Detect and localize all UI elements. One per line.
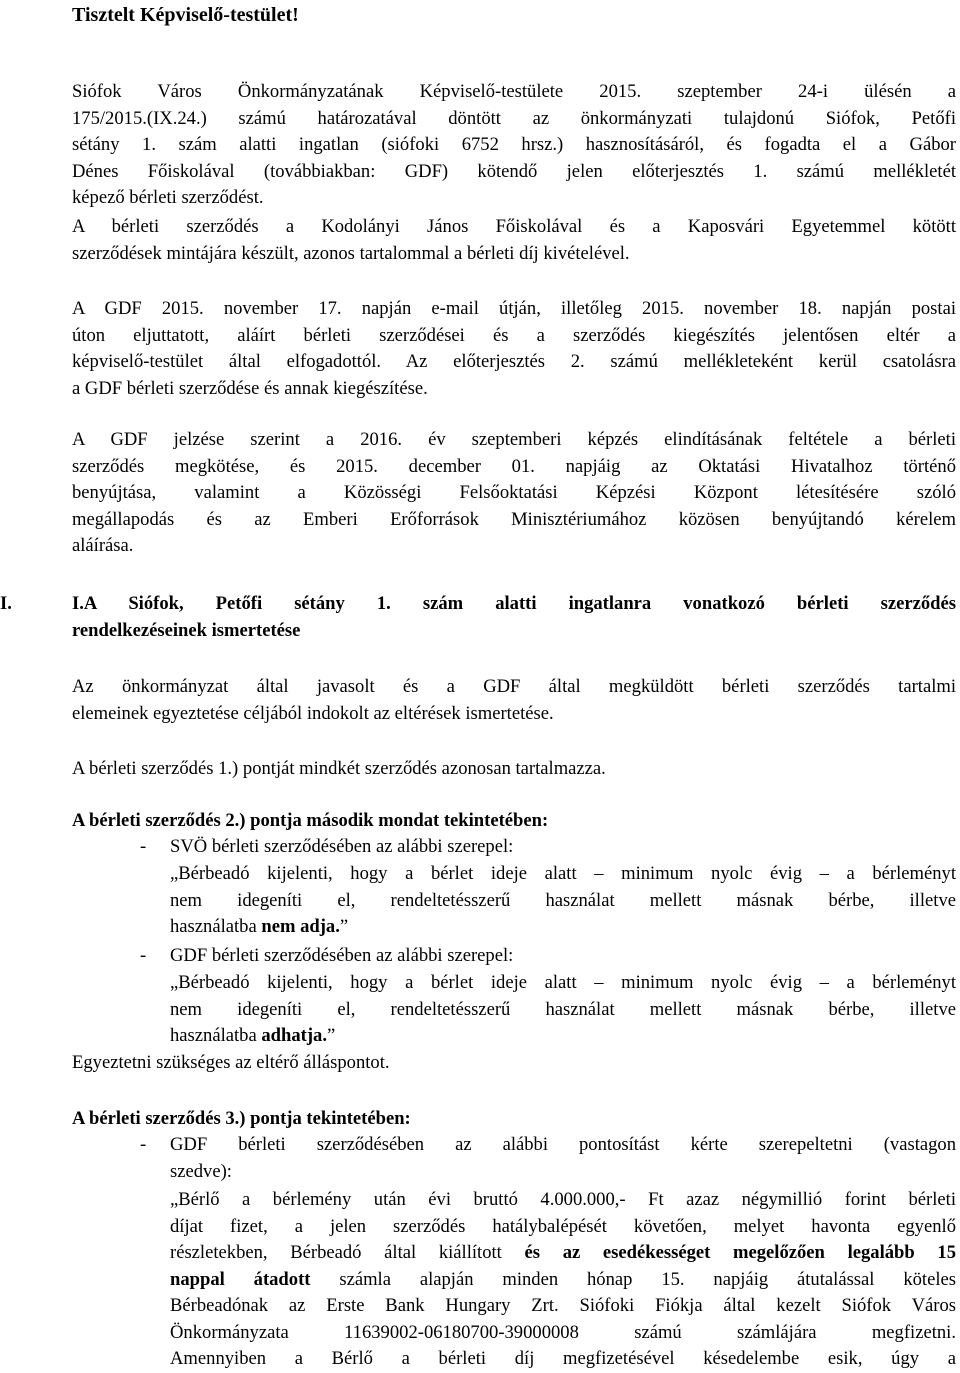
paragraph-1 [72,79,956,212]
bold-segment: nappal átadott [170,1268,311,1290]
text-line: szerződés megkötése, és 2015. december 01. napjáig az Oktatási Hivatalhoz történő [72,455,956,477]
text-line: Egyeztetni szükséges az eltérő álláspontot. [72,1052,390,1073]
text-line: sétány 1. szám alatti ingatlan (siófoki 6752 hrsz.) hasznosításáról, és fogadta el a Gábor [72,134,956,155]
text-line: elemeinek egyeztetése céljából indokolt az eltérések ismertetése. [72,702,554,724]
text-line: úton eljuttatott, aláírt bérleti szerződései és a szerződés kiegészítés jelentősen eltér a [72,324,956,346]
dash-bullet: - [140,836,147,857]
text-line [170,1240,956,1267]
text-line: Amennyiben a Bérlő a bérleti díj megfizetésével késedelembe esik, úgy a [170,1348,956,1369]
text-segment: ” [339,916,349,937]
text-line: GDF bérleti szerződésében az alábbi szerepel: [170,945,514,966]
text-line: GDF bérleti szerződésében az alábbi pontosítást kérte szerepeltetni (vastagon [170,1134,956,1155]
list-item-svo [140,834,956,861]
text-line: Önkormányzata 11639002-06180700-39000008 számú számlájára megfizetni. [170,1321,956,1343]
text-line [170,1267,956,1294]
text-line: Siófok Város Önkormányzatának Képviselő-testülete 2015. szeptember 24-i ülésén a [72,81,956,102]
text-segment: használatba [170,916,262,937]
text-line: szedve): [170,1160,232,1182]
text-line: Dénes Főiskolával (továbbiakban: GDF) kötendő jelen előterjesztés 1. számú mellékletét [72,160,956,182]
section-heading [0,591,956,644]
text-line: képező bérleti szerződést. [72,187,264,208]
greeting: Tisztelt Képviselő-testület! [72,4,299,26]
subheading-point-2 [72,808,956,835]
bold-segment: és az esedékességet megelőzően legalább 15 [524,1242,956,1263]
text-segment: ” [326,1025,336,1046]
section-number: I. [0,593,12,614]
quote-svo [170,861,956,941]
text-line: A bérleti szerződés 1.) pontját mindkét szerződés azonosan tartalmazza. [72,758,606,779]
paragraph-7 [72,1050,956,1077]
text-segment: használatba [170,1025,262,1046]
text-line: 175/2015.(IX.24.) számú határozatával döntött az önkormányzati tulajdonú Siófok, Petőfi [72,107,956,129]
paragraph-5 [72,674,956,727]
paragraph-4 [72,427,956,560]
subheading-text: A bérleti szerződés 2.) pontja második mondat tekintetében: [72,810,549,831]
text-line: A GDF 2015. november 17. napján e-mail útján, illetőleg 2015. november 18. napján postai [72,298,956,319]
section-title-line: I.A Siófok, Petőfi sétány 1. szám alatti ingatlanra vonatkozó bérleti szerződés [72,593,956,614]
section-title-line: rendelkezéseinek ismertetése [72,619,301,641]
text-line: benyújtása, valamint a Közösségi Felsőoktatási Képzési Központ létesítésére szóló [72,482,956,503]
text-line: a GDF bérleti szerződése és annak kiegészítése. [72,377,428,399]
dash-bullet: - [140,1134,147,1155]
text-segment: számla alapján minden hónap 15. napjáig átutalással köteles [310,1268,956,1290]
text-line: megállapodás és az Emberi Erőforrások Minisztériumához közösen benyújtandó kérelem [72,508,956,530]
text-line: aláírása. [72,535,134,556]
text-line: „Bérbeadó kijelenti, hogy a bérlet ideje alatt – minimum nyolc évig – a bérleményt [170,972,956,993]
bold-segment: nem adja. [261,916,340,937]
text-line: szerződések mintájára készült, azonos tartalommal a bérleti díj kivételével. [72,242,630,264]
text-line: A GDF jelzése szerint a 2016. év szeptemberi képzés elindításának feltétele a bérleti [72,429,956,450]
text-line: SVÖ bérleti szerződésében az alábbi szerepel: [170,836,514,857]
subheading-point-3 [72,1106,956,1133]
text-line: „Bérlő a bérlemény után évi bruttó 4.000.000,- Ft azaz négymillió forint bérleti [170,1189,956,1210]
text-line: Bérbeadónak az Erste Bank Hungary Zrt. Siófoki Fiókja által kezelt Siófok Város [170,1295,956,1316]
bold-segment: adhatja. [261,1025,327,1046]
text-line: Az önkormányzat által javasolt és a GDF által megküldött bérleti szerződés tartalmi [72,676,956,697]
text-segment: részletekben, Bérbeadó által kiállított [170,1242,525,1263]
text-line: nem idegeníti el, rendeltetésszerű használat mellett másnak bérbe, illetve [170,889,956,911]
text-line: képviselő-testület által elfogadottól. Az előterjesztés 2. számú mellékleteként kerül csatolásra [72,351,956,372]
subheading-text: A bérleti szerződés 3.) pontja tekintetében: [72,1108,411,1129]
text-line [170,1023,956,1050]
paragraph-3 [72,296,956,402]
quote-gdf [170,970,956,1050]
text-line: díjat fizet, a jelen szerződés hatálybalépését követően, melyet havonta egyenlő [170,1215,956,1237]
dash-bullet: - [140,945,147,966]
quote-rent [170,1187,956,1373]
list-item-gdf [140,943,956,970]
text-line: „Bérbeadó kijelenti, hogy a bérlet ideje alatt – minimum nyolc évig – a bérleményt [170,863,956,884]
text-line [170,914,956,941]
text-line: A bérleti szerződés a Kodolányi János Főiskolával és a Kaposvári Egyetemmel kötött [72,216,956,237]
text-line: nem idegeníti el, rendeltetésszerű használat mellett másnak bérbe, illetve [170,998,956,1020]
paragraph-2 [72,214,956,267]
paragraph-6 [72,756,956,783]
list-item-gdf-clarification [140,1132,956,1185]
